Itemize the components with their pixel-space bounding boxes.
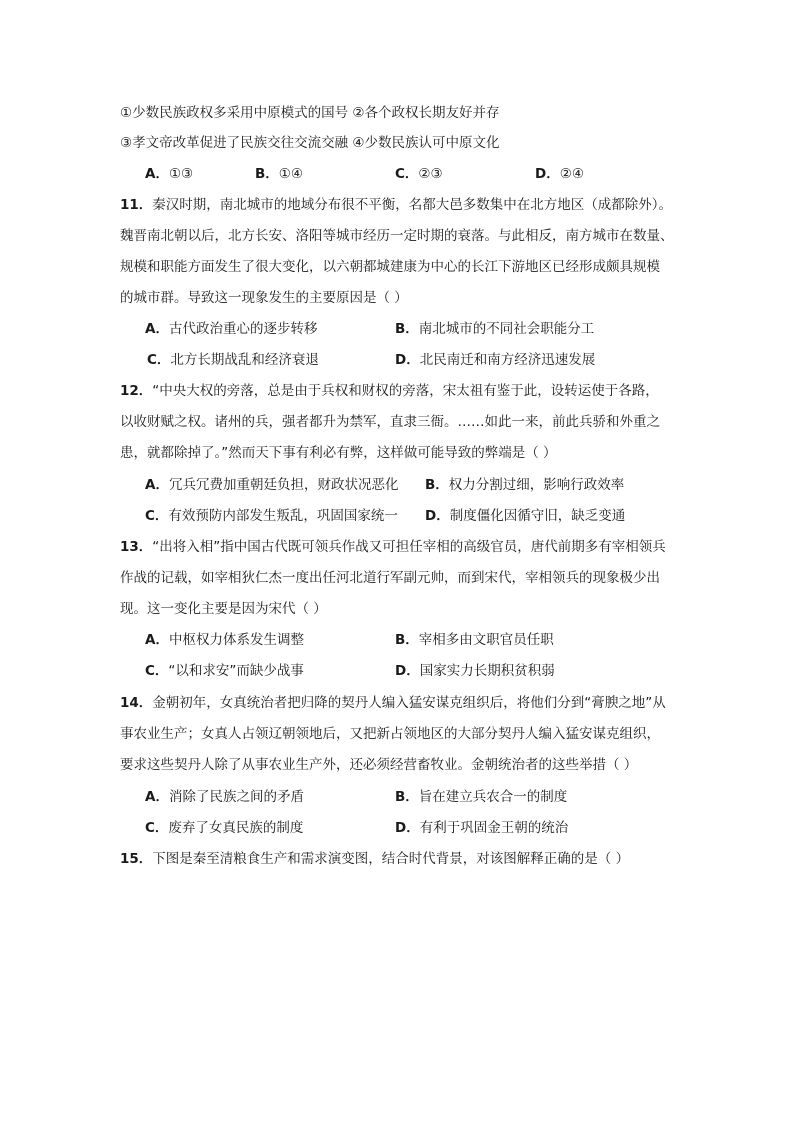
q12-number: 12． <box>120 383 153 399</box>
q13-option-c[interactable]: C．“以和求安”而缺少战事 <box>145 663 304 679</box>
q13-option-d[interactable]: D．国家实力长期积贫积弱 <box>395 663 555 679</box>
q11-stem-line-4: 的城市群。导致这一现象发生的主要原因是（ ） <box>120 290 408 306</box>
q13-options-row-2 <box>145 661 665 681</box>
q10-option-a[interactable]: A．①③ <box>145 166 194 182</box>
q13-option-b[interactable]: B．宰相多由文职官员任职 <box>395 632 554 648</box>
q14-stem-line-3: 要求这些契丹人除了从事农业生产外，还必须经营畜牧业。金朝统治者的这些举措（ ） <box>120 757 638 773</box>
q10-options <box>145 164 665 184</box>
q10-option-c[interactable]: C．②③ <box>395 166 443 182</box>
q14-option-d[interactable]: D．有利于巩固金王朝的统治 <box>395 820 569 836</box>
q13-stem-line-3: 现。这一变化主要是因为宋代（ ） <box>120 601 327 617</box>
q14-option-b[interactable]: B．旨在建立兵农合一的制度 <box>395 789 568 805</box>
q14-stem-line-1: 14．金朝初年，女真统治者把归降的契丹人编入猛安谋克组织后，将他们分到“膏腴之地”从 <box>120 695 666 711</box>
q10-option-d[interactable]: D．②④ <box>535 166 584 182</box>
q14-number: 14． <box>120 695 153 711</box>
q14-options-row-1 <box>145 787 665 807</box>
q12-option-b[interactable]: B．权力分割过细，影响行政效率 <box>425 477 625 493</box>
q13-stem-line-1: 13．“出将入相”指中国古代既可领兵作战又可担任宰相的高级官员，唐代前期多有宰相领兵 <box>120 539 666 555</box>
q13-number: 13． <box>120 539 153 555</box>
q14-options-row-2 <box>145 818 665 838</box>
q11-number: 11． <box>120 197 153 213</box>
q11-options-row-2 <box>145 350 665 370</box>
q12-options-row-2 <box>145 506 665 526</box>
q11-option-a[interactable]: A．古代政治重心的逐步转移 <box>145 321 318 337</box>
q14-stem-line-2: 事农业生产；女真人占领辽朝领地后，又把新占领地区的大部分契丹人编入猛安谋克组织， <box>120 726 660 742</box>
q12-option-c[interactable]: C．有效预防内部发生叛乱，巩固国家统一 <box>145 508 398 524</box>
q11-stem-line-1: 11．秦汉时期，南北城市的地域分布很不平衡，名都大邑多数集中在北方地区（成都除外）。 <box>120 197 673 213</box>
q12-option-d[interactable]: D．制度僵化因循守旧，缺乏变通 <box>425 508 626 524</box>
q10-statement-line-1: ①少数民族政权多采用中原模式的国号 ②各个政权长期友好并存 <box>120 105 500 121</box>
q12-stem-line-2: 以收财赋之权。诸州的兵，强者都升为禁军，直隶三衙。……如此一来，前此兵骄和外重之 <box>120 414 660 430</box>
q13-options-row-1 <box>145 630 665 650</box>
q14-option-a[interactable]: A．消除了民族之间的矛盾 <box>145 789 304 805</box>
q12-stem-line-3: 患，就都除掉了。”然而天下事有利必有弊，这样做可能导致的弊端是（ ） <box>120 445 557 461</box>
q14-option-c[interactable]: C．废弃了女真民族的制度 <box>145 820 304 836</box>
q10-statement-line-2: ③孝文帝改革促进了民族交往交流交融 ④少数民族认可中原文化 <box>120 135 500 151</box>
q12-option-a[interactable]: A．冗兵冗费加重朝廷负担，财政状况恶化 <box>145 477 399 493</box>
q11-option-b[interactable]: B．南北城市的不同社会职能分工 <box>395 321 595 337</box>
q11-stem-line-3: 规模和职能方面发生了很大变化，以六朝都城建康为中心的长江下游地区已经形成颇具规模 <box>120 259 660 275</box>
q10-option-b[interactable]: B．①④ <box>255 166 304 182</box>
q15-stem-line-1: 15．下图是秦至清粮食生产和需求演变图，结合时代背景，对该图解释正确的是（ ） <box>120 851 630 867</box>
q12-stem-line-1: 12．“中央大权的旁落，总是由于兵权和财权的旁落，宋太祖有鉴于此，设转运使于各路， <box>120 383 659 399</box>
q11-option-d[interactable]: D．北民南迁和南方经济迅速发展 <box>395 352 596 368</box>
q15-number: 15． <box>120 851 153 867</box>
q13-stem-line-2: 作战的记载，如宰相狄仁杰一度出任河北道行军副元帅，而到宋代，宰相领兵的现象极少出 <box>120 570 660 586</box>
q11-options-row-1 <box>145 319 665 339</box>
q11-option-c[interactable]: C．北方长期战乱和经济衰退 <box>147 352 319 368</box>
q12-options-row-1 <box>145 475 665 495</box>
q11-stem-line-2: 魏晋南北朝以后，北方长安、洛阳等城市经历一定时期的衰落。与此相反，南方城市在数量、 <box>120 228 674 244</box>
q13-option-a[interactable]: A．中枢权力体系发生调整 <box>145 632 304 648</box>
